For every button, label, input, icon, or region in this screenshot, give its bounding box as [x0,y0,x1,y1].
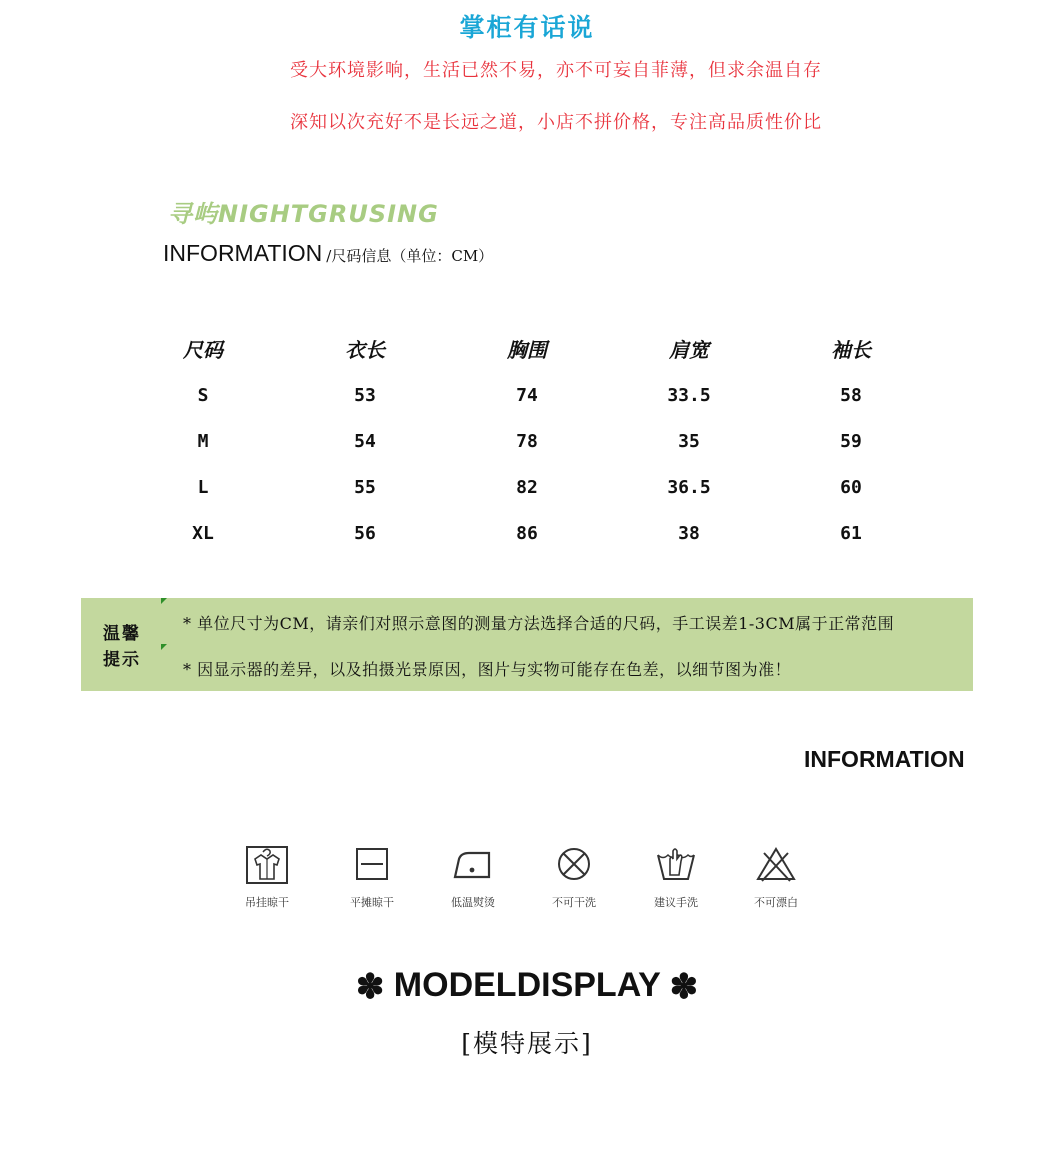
size-info-heading-en: INFORMATION [163,240,323,266]
size-info-heading [163,240,493,267]
table-cell: 56 [354,522,376,544]
header-size: 尺码 [183,337,223,362]
table-cell: 54 [354,430,376,452]
care-label: 不可漂白 [754,896,798,909]
table-cell: 60 [840,476,862,498]
size-table [122,324,932,556]
care-item-iron-low [423,843,523,910]
table-cell: L [197,476,209,498]
brand-name: 寻屿NIGHTGRUSING [168,200,439,228]
care-item-no-bleach [726,843,826,910]
table-cell: 33.5 [667,384,711,406]
table-cell: 78 [516,430,538,452]
dry-flat-icon [350,843,394,885]
tips-label [103,621,141,673]
tips-label-line-1: 温馨 [103,624,141,644]
corner-mark-icon [161,644,167,650]
header-chest: 胸围 [507,337,547,362]
iron-low-icon [449,843,497,885]
header-length: 衣长 [345,337,385,362]
model-display-title-text: MODELDISPLAY [393,966,661,1004]
tip-item: * 单位尺寸为CM，请亲们对照示意图的测量方法选择合适的尺码，手工误差1-3CM属于正常范围 [183,614,895,633]
tips-box [81,598,973,691]
care-label: 不可干洗 [552,896,596,909]
table-cell: S [197,384,209,406]
table-cell: 61 [840,522,862,544]
care-label: 平摊晾干 [350,896,394,909]
table-cell: 74 [516,384,538,406]
tip-item: * 因显示器的差异，以及拍摄光景原因，图片与实物可能存在色差，以细节图为准！ [183,660,792,679]
model-display-subtitle: [模特展示] [461,1029,593,1058]
corner-mark-icon [161,598,167,604]
flower-icon: ✽ [355,968,385,1007]
care-heading: INFORMATION [804,746,965,772]
table-cell: 58 [840,384,862,406]
flower-icon: ✽ [669,968,699,1007]
shopkeeper-note-1: 受大环境影响，生活已然不易，亦不可妄自菲薄，但求余温自存 [290,60,822,81]
care-label: 低温熨烫 [451,896,495,909]
hand-wash-icon [654,843,698,885]
table-cell: 38 [678,522,700,544]
no-bleach-icon [754,843,798,885]
table-cell: M [197,430,209,452]
size-info-heading-cn: /尺码信息（单位：CM） [326,247,494,265]
no-dry-clean-icon [552,843,596,885]
shopkeeper-title: 掌柜有话说 [459,13,595,42]
table-cell: XL [192,522,214,544]
care-item-no-dry-clean [524,843,624,910]
size-table-header [122,324,932,372]
care-item-hand-wash [626,843,726,910]
table-row [122,464,932,510]
shopkeeper-note-2: 深知以次充好不是长远之道，小店不拼价格，专注高品质性价比 [290,112,822,133]
table-row [122,372,932,418]
care-label: 吊挂晾干 [245,896,289,909]
tips-label-line-2: 提示 [103,650,141,670]
table-cell: 55 [354,476,376,498]
table-cell: 53 [354,384,376,406]
table-cell: 36.5 [667,476,711,498]
table-row [122,418,932,464]
table-cell: 59 [840,430,862,452]
table-cell: 86 [516,522,538,544]
header-sleeve: 袖长 [831,337,871,362]
care-item-dry-flat [322,843,422,910]
hang-dry-icon [245,843,289,885]
care-label: 建议手洗 [654,896,698,909]
table-cell: 35 [678,430,700,452]
table-row [122,510,932,556]
model-display-title [0,966,1054,1007]
header-shoulder: 肩宽 [669,337,709,362]
care-item-hang-dry [217,843,317,910]
table-cell: 82 [516,476,538,498]
